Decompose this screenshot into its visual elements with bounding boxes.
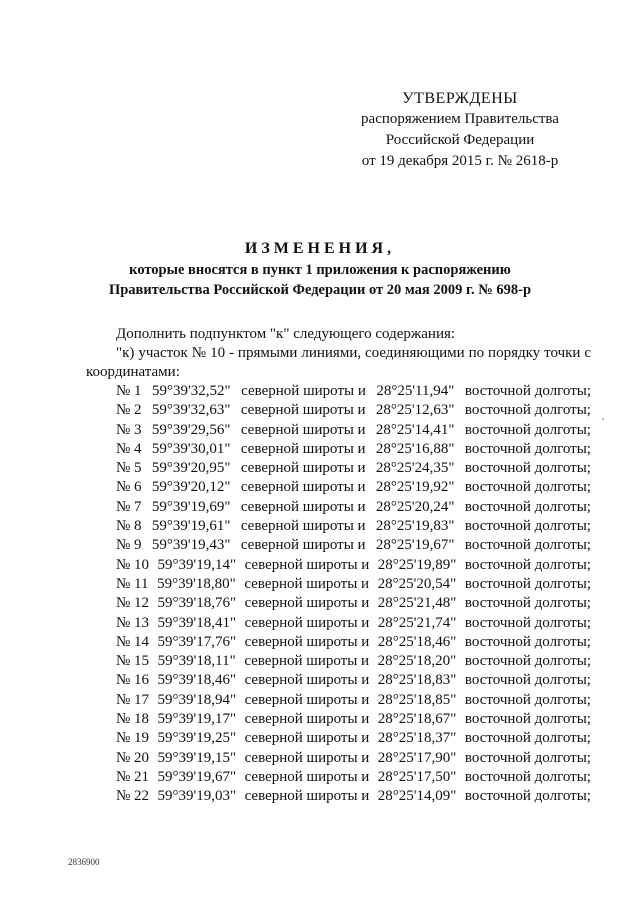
latitude-value: 59°39'18,11" xyxy=(157,653,236,670)
document-heading xyxy=(60,238,580,300)
latitude-value: 59°39'19,61" xyxy=(151,518,231,535)
latitude-label: северной широты и xyxy=(240,421,366,438)
latitude-value: 59°39'29,56" xyxy=(151,421,231,438)
coordinate-item xyxy=(86,536,591,555)
latitude-value: 59°39'18,46" xyxy=(157,672,237,689)
latitude-label: северной широты и xyxy=(244,653,370,670)
point-number: № 2 xyxy=(116,402,142,419)
longitude-value: 28°25'19,67" xyxy=(375,537,455,554)
longitude-label: восточной долготы; xyxy=(464,749,591,766)
coordinate-item xyxy=(86,478,591,497)
longitude-value: 28°25'17,50" xyxy=(377,768,457,785)
longitude-label: восточной долготы; xyxy=(464,711,591,728)
coordinate-item xyxy=(86,440,591,459)
longitude-value: 28°25'18,85" xyxy=(377,691,457,708)
latitude-value: 59°39'20,12" xyxy=(151,479,231,496)
latitude-label: северной широты и xyxy=(244,749,370,766)
longitude-value: 28°25'19,89" xyxy=(377,556,457,573)
latitude-label: северной широты и xyxy=(240,537,366,554)
point-number: № 5 xyxy=(116,460,142,477)
point-number: № 21 xyxy=(116,768,150,785)
approval-line-2: Российской Федерации xyxy=(385,132,535,148)
point-number: № 8 xyxy=(116,518,142,535)
coordinate-item xyxy=(86,710,591,729)
longitude-label: восточной долготы; xyxy=(464,653,591,670)
longitude-value: 28°25'19,92" xyxy=(375,479,455,496)
latitude-label: северной широты и xyxy=(244,575,370,592)
longitude-value: 28°25'18,20" xyxy=(377,653,457,670)
section-paragraph: "к) участок № 10 - прямыми линиями, соединяющими по порядку точки с координатами: xyxy=(86,345,591,380)
longitude-value: 28°25'20,24" xyxy=(375,498,455,515)
point-number: № 17 xyxy=(116,691,150,708)
longitude-value: 28°25'18,67" xyxy=(377,711,457,728)
footer-code: 2836900 xyxy=(68,857,100,867)
approval-line-3: от 19 декабря 2015 г. № 2618-р xyxy=(361,153,559,169)
latitude-label: северной широты и xyxy=(240,518,366,535)
latitude-label: северной широты и xyxy=(240,479,366,496)
point-number: № 12 xyxy=(116,595,150,612)
longitude-label: восточной долготы; xyxy=(464,633,591,650)
latitude-label: северной широты и xyxy=(244,633,370,650)
longitude-label: восточной долготы; xyxy=(464,672,591,689)
longitude-value: 28°25'17,90" xyxy=(377,749,457,766)
latitude-label: северной широты и xyxy=(244,768,370,785)
longitude-value: 28°25'12,63" xyxy=(375,402,455,419)
coordinates-list xyxy=(86,382,591,807)
longitude-label: восточной долготы; xyxy=(464,421,591,438)
point-number: № 1 xyxy=(116,383,142,399)
longitude-value: 28°25'14,09" xyxy=(377,788,457,805)
latitude-value: 59°39'19,69" xyxy=(151,498,231,515)
approval-title: УТВЕРЖДЕНЫ xyxy=(402,90,518,107)
longitude-label: восточной долготы; xyxy=(464,788,591,805)
longitude-label: восточной долготы; xyxy=(464,537,591,554)
latitude-value: 59°39'32,52" xyxy=(152,383,231,399)
point-number: № 22 xyxy=(116,788,150,805)
heading-subtitle-2: Правительства Российской Федерации от 20 мая 2009 г. № 698-р xyxy=(108,282,532,298)
coordinate-item xyxy=(86,749,591,768)
coordinate-item xyxy=(86,556,591,575)
longitude-value: 28°25'14,41" xyxy=(375,421,455,438)
longitude-value: 28°25'20,54" xyxy=(377,575,457,592)
coordinate-item xyxy=(86,401,591,420)
coordinate-item xyxy=(86,498,591,517)
intro-paragraph: Дополнить подпунктом "к" следующего содержания: xyxy=(116,326,456,342)
coordinate-item xyxy=(86,575,591,594)
latitude-label: северной широты и xyxy=(240,440,366,457)
latitude-value: 59°39'30,01" xyxy=(151,440,231,457)
latitude-label: северной широты и xyxy=(244,672,370,689)
latitude-label: северной широты и xyxy=(244,595,370,612)
longitude-label: восточной долготы; xyxy=(464,460,591,477)
document-body xyxy=(86,325,591,807)
coordinate-item xyxy=(86,382,591,401)
longitude-label: восточной долготы; xyxy=(464,556,591,573)
scan-speck xyxy=(602,418,604,420)
coordinate-item xyxy=(86,459,591,478)
point-number: № 9 xyxy=(116,537,142,554)
longitude-label: восточной долготы; xyxy=(464,595,591,612)
longitude-value: 28°25'24,35" xyxy=(375,460,455,477)
latitude-value: 59°39'19,17" xyxy=(157,711,237,728)
point-number: № 14 xyxy=(116,633,150,650)
latitude-label: северной широты и xyxy=(240,402,366,419)
coordinate-item xyxy=(86,768,591,787)
latitude-value: 59°39'32,63" xyxy=(151,402,231,419)
coordinate-item xyxy=(86,729,591,748)
latitude-value: 59°39'17,76" xyxy=(157,633,237,650)
latitude-label: северной широты и xyxy=(244,711,370,728)
latitude-value: 59°39'20,95" xyxy=(151,460,231,477)
longitude-label: восточной долготы; xyxy=(464,479,591,496)
latitude-label: северной широты и xyxy=(244,788,370,805)
longitude-label: восточной долготы; xyxy=(464,518,591,535)
point-number: № 13 xyxy=(116,614,150,631)
point-number: № 20 xyxy=(116,749,150,766)
coordinate-item xyxy=(86,671,591,690)
longitude-label: восточной долготы; xyxy=(464,691,591,708)
latitude-label: северной широты и xyxy=(244,556,370,573)
heading-title: ИЗМЕНЕНИЯ, xyxy=(244,240,396,257)
latitude-value: 59°39'19,14" xyxy=(157,556,237,573)
longitude-label: восточной долготы; xyxy=(464,383,591,399)
coordinate-item xyxy=(86,633,591,652)
longitude-label: восточной долготы; xyxy=(464,402,591,419)
latitude-value: 59°39'19,43" xyxy=(151,537,231,554)
point-number: № 7 xyxy=(116,498,142,515)
latitude-value: 59°39'19,25" xyxy=(157,730,237,747)
point-number: № 19 xyxy=(116,730,150,747)
latitude-value: 59°39'19,15" xyxy=(157,749,237,766)
coordinate-item xyxy=(86,614,591,633)
approval-block xyxy=(330,88,590,172)
heading-subtitle-1: которые вносятся в пункт 1 приложения к распоряжению xyxy=(129,262,511,278)
point-number: № 11 xyxy=(116,575,149,592)
longitude-value: 28°25'18,46" xyxy=(377,633,457,650)
longitude-label: восточной долготы; xyxy=(464,768,591,785)
point-number: № 6 xyxy=(116,479,142,496)
latitude-label: северной широты и xyxy=(240,498,366,515)
coordinate-item xyxy=(86,652,591,671)
approval-line-1: распоряжением Правительства xyxy=(361,111,559,127)
latitude-value: 59°39'18,94" xyxy=(157,691,237,708)
latitude-value: 59°39'19,03" xyxy=(157,788,237,805)
point-number: № 10 xyxy=(116,556,150,573)
longitude-value: 28°25'18,83" xyxy=(377,672,457,689)
longitude-value: 28°25'21,74" xyxy=(377,614,457,631)
longitude-label: восточной долготы; xyxy=(464,498,591,515)
longitude-value: 28°25'21,48" xyxy=(377,595,457,612)
latitude-label: северной широты и xyxy=(244,691,370,708)
longitude-label: восточной долготы; xyxy=(464,730,591,747)
latitude-label: северной широты и xyxy=(244,730,370,747)
point-number: № 15 xyxy=(116,653,150,670)
latitude-value: 59°39'18,76" xyxy=(157,595,237,612)
point-number: № 16 xyxy=(116,672,150,689)
longitude-label: восточной долготы; xyxy=(464,575,591,592)
latitude-label: северной широты и xyxy=(244,614,370,631)
coordinate-item xyxy=(86,594,591,613)
latitude-label: северной широты и xyxy=(240,460,366,477)
longitude-value: 28°25'19,83" xyxy=(375,518,455,535)
coordinate-item xyxy=(86,421,591,440)
point-number: № 18 xyxy=(116,711,150,728)
coordinate-item xyxy=(86,691,591,710)
latitude-value: 59°39'18,80" xyxy=(157,575,236,592)
coordinate-item xyxy=(86,787,591,806)
point-number: № 3 xyxy=(116,421,142,438)
latitude-value: 59°39'19,67" xyxy=(157,768,237,785)
longitude-value: 28°25'16,88" xyxy=(375,440,455,457)
longitude-label: восточной долготы; xyxy=(464,614,591,631)
point-number: № 4 xyxy=(116,440,142,457)
longitude-value: 28°25'18,37" xyxy=(377,730,457,747)
longitude-label: восточной долготы; xyxy=(464,440,591,457)
coordinate-item xyxy=(86,517,591,536)
latitude-value: 59°39'18,41" xyxy=(157,614,237,631)
longitude-value: 28°25'11,94" xyxy=(376,383,455,399)
latitude-label: северной широты и xyxy=(241,383,366,399)
